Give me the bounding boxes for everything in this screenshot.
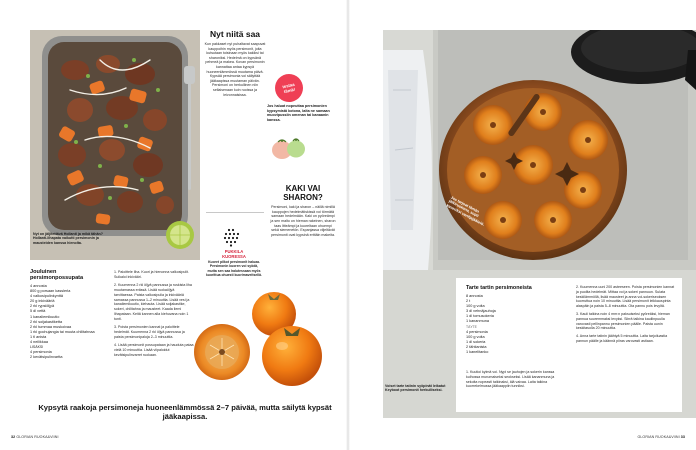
recipe-step: 3. Poista persimonien kannat ja paloittele hedelmät. Kuumenna 2 rkl öljyä pannussa ja paista persimonipaloja 2–3 minuuttia. (114, 325, 185, 339)
ingredient-item: 2 tähtianista (466, 344, 487, 349)
ingredient-item: 2 kevätsipulinvartta (30, 355, 63, 360)
tart-photo-caption: Voiset tarte tatinin syöpinät leikatut Keyboot persimonit herkulliseksi. (385, 384, 446, 393)
ingredient-item: 2 rkl soijakastiketta (30, 319, 63, 324)
ingredient-item: 1 kanaliemikuutio (30, 314, 60, 319)
ingredient-subheading: LISÄKSI (30, 345, 44, 350)
ingredient-item: 2 rkl tummaa muskoivaa (30, 324, 72, 329)
ingredient-item: 4 persimonia (30, 350, 52, 355)
ingredient-item: 1 rkl gochujangia tai muuta chilitahnaa (30, 329, 95, 334)
persimmons-photo (190, 290, 330, 390)
ingredient-item: 4 persimonia (466, 329, 488, 334)
ingredient-item: 1 kanelitanko (466, 350, 489, 355)
testaa-tama-badge (272, 71, 305, 104)
section-divider (206, 212, 264, 213)
magazine-name: GLORIAN RUOKA&VIINI (16, 435, 59, 439)
badge-text: testaa tämä! (281, 81, 296, 95)
recipe-step: 3. Kauli taikina noin 4 mm:n paksuiseksi pyöreäksi, hieman pannua suuremmaksi levyksi. Siirrä taikina kauliinpuulla varovasti pellinpannu persimonien päälle. Paista uunin keskitasolla 20 minuuttia. (576, 311, 670, 331)
kaki-body: Persimoni, kaki ja sharon – näillä nimillä kauppojen hedelmätiskissä voi törmätä samaan hedelmään. Kaki on pyöreämpi ja sen malto on hieman rakeinen, sharon taas litteämpi ja kuoreltaan ohuempi sekä siemenetön. Espanjassa viljeltävät persimonit ovat kypsinä erittäin makeita. (270, 205, 336, 237)
page-number: 33 (680, 435, 685, 439)
right-folio (637, 435, 685, 439)
ingredient-item: 5 dl vettä (30, 309, 46, 314)
right-page (348, 0, 696, 450)
ingredient-item: 800 g porsaan kasslerla (30, 289, 71, 294)
tart-recipe-title: Tarte tartin persimoneista (466, 285, 532, 291)
stew-recipe-title: Jouluinen persimonpossupata (30, 269, 84, 282)
ingredient-item: 1 dl tomusokeria (466, 314, 494, 319)
ingredient-item: 2 rkl rypsiöljyä (30, 304, 55, 309)
servings-text: 4 annosta (30, 284, 47, 288)
recipe-step: 2. Kuumenna 2 rkl öljyä pannussa ja ruskista liha muutamassa erässä. Lisää ruokaöljyä tarvittaessa. Paista valkosipulia ja inkivääriä samassa pannussa 1–2 minuuttia. Lisää vesi ja kanaliemikuutio, kiehauta. Lisää soijakastike, sokeri, chilitahna ja mausteet. Kaada liemi lihapataan. Keitä kannen alla kiehuvana noin 1 tunti. (114, 282, 192, 322)
storage-tip-caption: Kypsytä raakoja persimoneja huoneenlämmössä 2–7 päivää, mutta säilytä kypsät jääkaapissa. (38, 403, 332, 421)
ingredient-item: 1 tl anista (30, 334, 47, 339)
tart-recipe-panel (456, 278, 682, 412)
ingredient-item: 1 dl sokeria (466, 339, 486, 344)
ingredient-item: 4 valkosipulinkynttä (30, 294, 63, 299)
stew-ingredients-list (30, 284, 110, 360)
recipe-step: 1. Paloittele liha. Kuori ja hienonna valkosipulit. Suikaloi inkivääri. (114, 270, 189, 279)
servings-text: 8 annosta (466, 294, 483, 298)
ingredient-item: 100 g voita (466, 334, 485, 339)
dotted-persimmon-icon (220, 224, 244, 248)
kaki-vai-sharon-box (270, 185, 336, 237)
recipe-step: 4. Lisää persimonit possupataan ja hauduta pataa vielä 10 minuuttia. Lisää viipaloidut kevätsipulinvarret ruokaan. (114, 342, 194, 357)
ingredient-item: 2 t (466, 299, 471, 304)
magazine-name: GLORIAN RUOKA&VIINI (637, 435, 680, 439)
nyt-body: Kun pakkaset nyt puhaltavat saapuvat kauppoihin myös persimonit, joita kutsutaan toisinaan myös kakiksi tai sharoniksi. Hedelmä on kypsänä pehmeä ja makea. Kovan persimonin kannattaa antaa kypsyä huoneenlämmössä muutama päivä. Kypsää persimonia voi säilyttää jääkaapissa muutaman päivän. Persimoni on herkullinen niin sellaisenaan kuin ruoissa ja leivonnaisissa. (204, 42, 266, 97)
pukkila-body: Kuoret pilkot persimonit haluaa. Persimonin kuoren voi syödä, mutta sen saa halutessaan myös kuorittua ohuesti kuorimaveitsellä. (206, 260, 262, 277)
ingredient-item: 3 dl vehnäjauhoja (466, 309, 496, 314)
ingredient-item: 1 kananmuna (466, 319, 490, 324)
stew-photo (30, 30, 200, 260)
nyt-title: Nyt niitä saa (209, 29, 261, 39)
ingredient-item: 4 neilikkaa (30, 340, 48, 345)
persimmon-illustration-icon (268, 132, 310, 162)
page-number: 32 (11, 435, 16, 439)
pukkila-title: PUKKILA KUORESSA (222, 249, 246, 259)
page-gutter (346, 0, 350, 450)
pukkila-kuoressa-box (206, 249, 262, 277)
stew-steps (114, 270, 194, 361)
stew-photo-caption: Nyt on jäljitettävä Hollanti ja mikä tähän? Hollanti-lihapata vaikutti persimonin ja mausteiden kanssa hienolta. (33, 232, 103, 245)
test-note: Jos haluat nopeuttaa persimonien kypsymistä kotona, laita ne samaan muovipussiin omenan tai banaanin kanssa. (267, 104, 330, 122)
recipe-step: 2. Kuumenna uuni 200 asteeseen. Poista persimonien kannat ja puolita hedelmät. Mittaa voi ja sokeri pannuun. Sulata keskilämmöllä, lisää mausteet ja anna voi-sokeriseoksen kuorruttua noin 10 minuuttia. Lisää persimonit leikkauspinta alaspäin ja paista 5–8 minuuttia. Ota pannu pois levyltä. (576, 285, 675, 309)
tart-tip-note: Jos tarjoat tämän jälkiruokana, sopii kaveriksi vaniljajäätelö. (445, 195, 486, 227)
kaki-title: KAKI VAI SHARON? (283, 184, 323, 202)
left-folio (11, 435, 59, 439)
recipe-step: 4. Anna tarte tatinin jäähtyä 5 minuuttia. Laita tarjoiluastia pannun päälle ja käännä piiras varovasti astiaan. (576, 334, 668, 343)
tart-steps (576, 285, 676, 347)
ingredient-item: 20 g inkivääriä (30, 299, 55, 304)
ingredient-item: 100 g voita (466, 304, 485, 309)
ingredient-subheading: TÄYTE (466, 324, 477, 329)
nyt-niita-saa-box (204, 30, 266, 210)
tart-step-1: 1. Kuutioi kylmä voi. Nypi se jauhojen ja sokerin kanssa kulhossa murumaiseksi seokseksi. Lisää kananmuna ja sekoita nopeasti taikinaksi, älä vaivaa. Laita taikina kuorrekelmussa jääkaappiin tunniksi. (466, 370, 555, 389)
tart-ingredients-list (466, 294, 566, 355)
